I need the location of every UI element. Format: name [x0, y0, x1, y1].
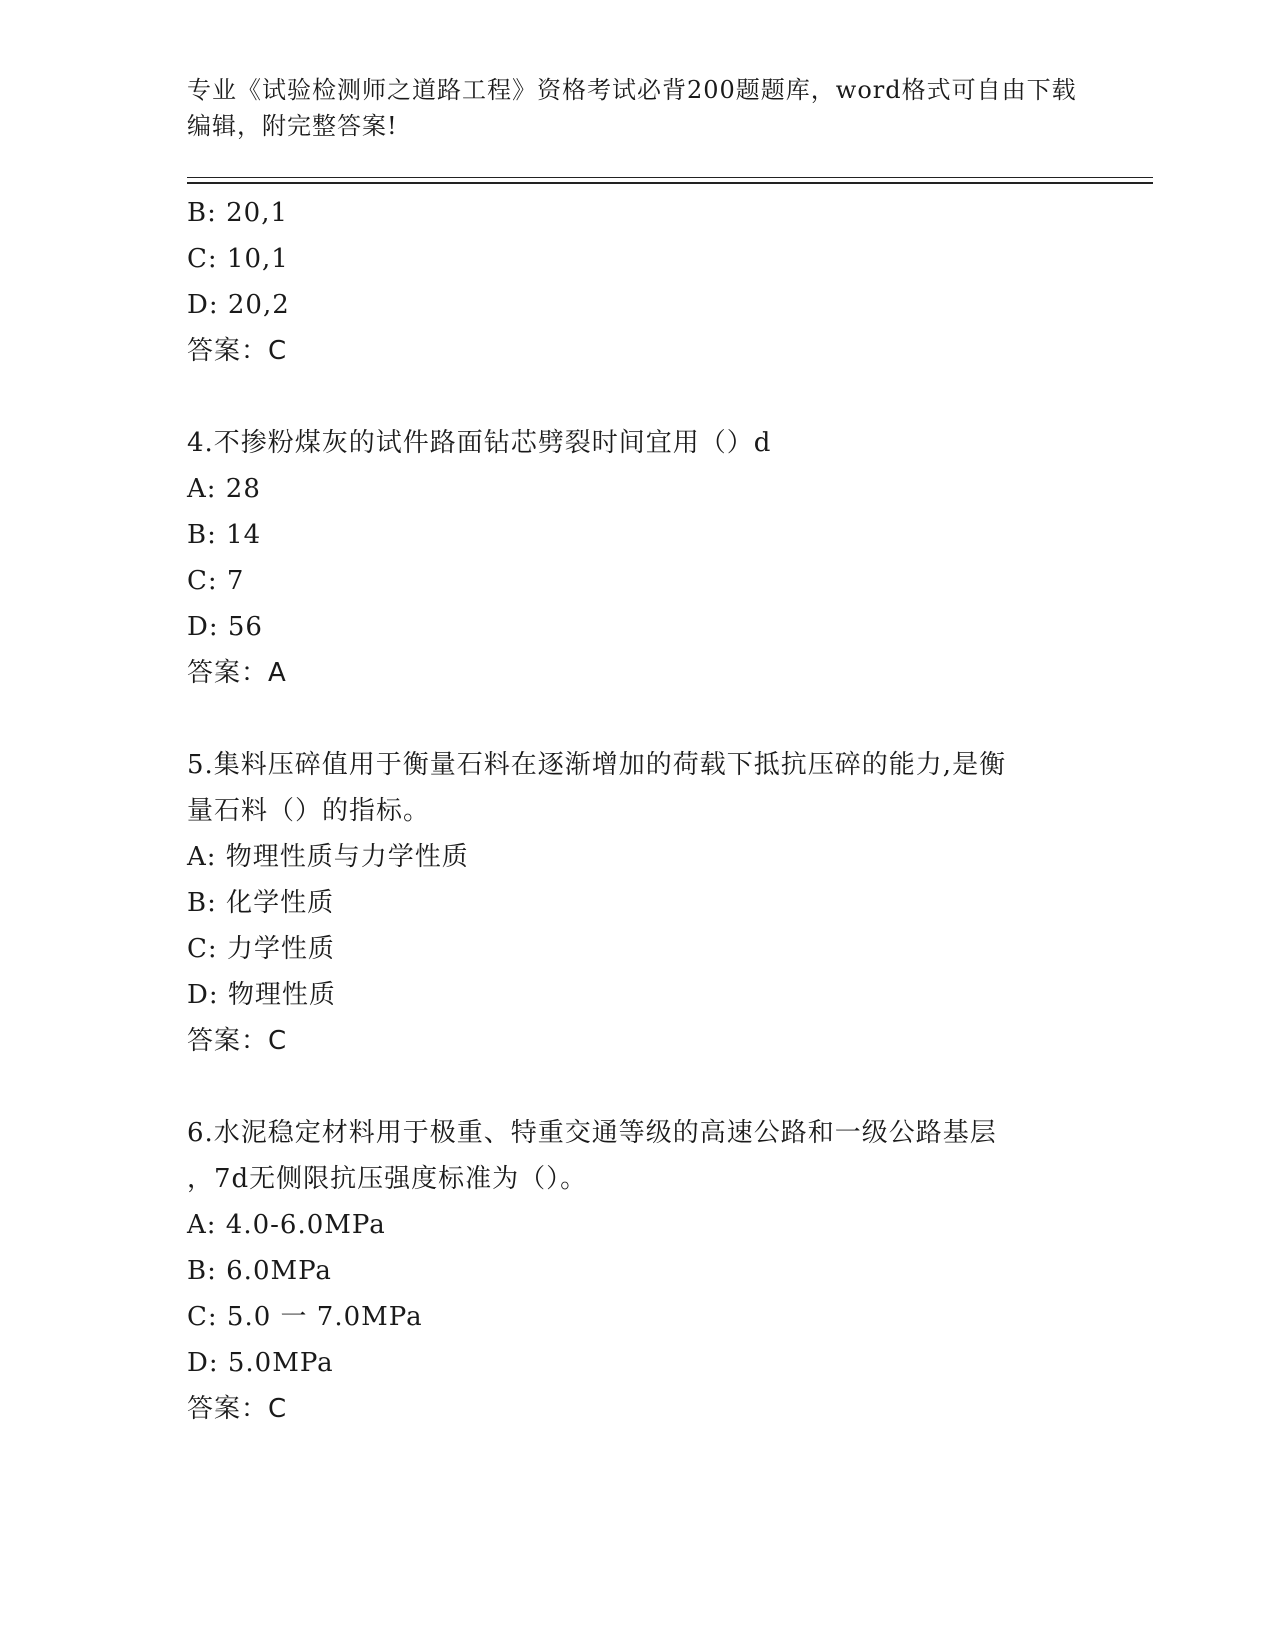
header-line-2: 编辑，附完整答案! — [187, 112, 398, 140]
option-a: A: 物理性质与力学性质 — [187, 842, 469, 872]
option-d: D: 物理性质 — [187, 980, 336, 1010]
question-stem-line-2: ，7d无侧限抗压强度标准为（）。 — [187, 1164, 588, 1194]
answer-line: 答案：C — [187, 336, 288, 366]
option-a: A: 4.0-6.0MPa — [187, 1210, 386, 1240]
option-b: B: 14 — [187, 520, 262, 550]
document-header — [187, 72, 1087, 144]
option-b: B: 化学性质 — [187, 888, 335, 918]
spacer — [187, 374, 1087, 420]
answer-line: 答案：A — [187, 658, 287, 688]
option-c: C: 7 — [187, 566, 245, 596]
question-3-tail — [187, 190, 1087, 374]
header-divider-top — [187, 177, 1153, 178]
option-c: C: 力学性质 — [187, 934, 335, 964]
header-divider-bottom — [187, 182, 1153, 184]
option-c: C: 10,1 — [187, 244, 289, 274]
option-b: B: 6.0MPa — [187, 1256, 332, 1286]
question-stem-line-1: 6.水泥稳定材料用于极重、特重交通等级的高速公路和一级公路基层 — [187, 1118, 997, 1148]
spacer — [187, 696, 1087, 742]
question-stem-line-1: 5.集料压碎值用于衡量石料在逐渐增加的荷载下抵抗压碎的能力,是衡 — [187, 750, 1007, 780]
header-line-1: 专业《试验检测师之道路工程》资格考试必背200题题库，word格式可自由下载 — [187, 76, 1077, 104]
answer-line: 答案：C — [187, 1394, 288, 1424]
option-d: D: 20,2 — [187, 290, 290, 320]
question-stem: 4.不掺粉煤灰的试件路面钻芯劈裂时间宜用（）d — [187, 428, 772, 458]
question-5 — [187, 742, 1087, 1064]
question-list — [187, 190, 1087, 1432]
option-b: B: 20,1 — [187, 198, 289, 228]
question-6 — [187, 1110, 1087, 1432]
question-4 — [187, 420, 1087, 696]
spacer — [187, 1064, 1087, 1110]
option-d: D: 56 — [187, 612, 263, 642]
answer-line: 答案：C — [187, 1026, 288, 1056]
question-stem-line-2: 量石料（）的指标。 — [187, 796, 431, 826]
option-a: A: 28 — [187, 474, 261, 504]
option-d: D: 5.0MPa — [187, 1348, 334, 1378]
option-c: C: 5.0 一 7.0MPa — [187, 1302, 423, 1332]
